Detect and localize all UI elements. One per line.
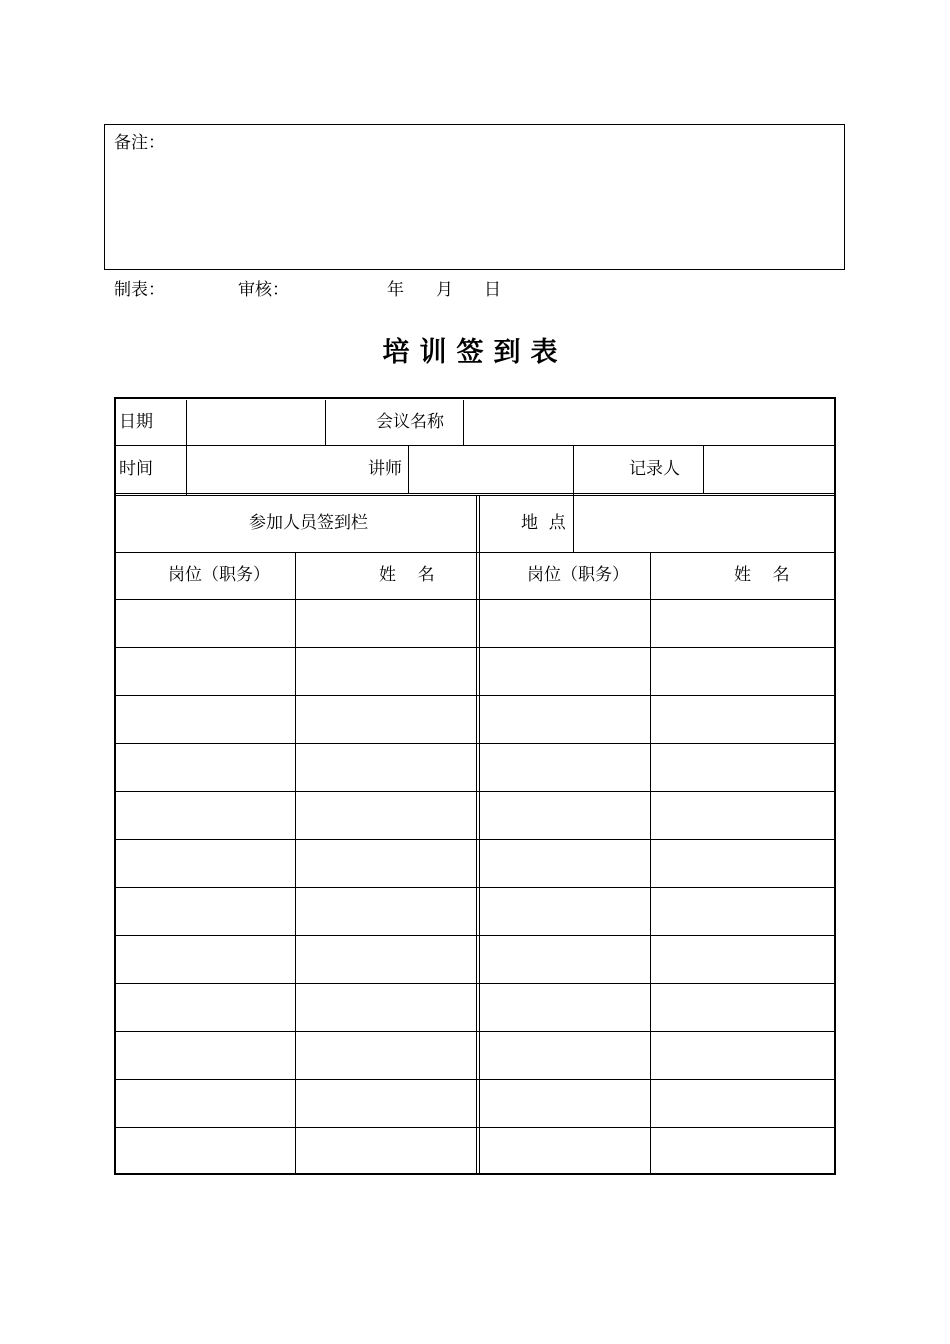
recorder-field[interactable] bbox=[704, 446, 834, 494]
signin-cell-name-left[interactable] bbox=[296, 648, 476, 695]
day-label: 日 bbox=[484, 280, 501, 300]
signin-cell-position-right[interactable] bbox=[480, 1128, 650, 1175]
month-label: 月 bbox=[436, 280, 453, 300]
signin-cell-position-right[interactable] bbox=[480, 696, 650, 743]
signin-cell-position-left[interactable] bbox=[116, 1128, 295, 1175]
signin-cell-name-left[interactable] bbox=[296, 696, 476, 743]
row-divider bbox=[116, 445, 834, 446]
col-divider bbox=[476, 496, 477, 1173]
col-divider bbox=[408, 446, 409, 494]
signin-cell-name-right[interactable] bbox=[651, 600, 834, 647]
signin-cell-name-right[interactable] bbox=[651, 840, 834, 887]
signin-cell-name-left[interactable] bbox=[296, 1032, 476, 1079]
signin-cell-name-left[interactable] bbox=[296, 888, 476, 935]
col-divider bbox=[325, 400, 326, 446]
row-divider bbox=[116, 495, 834, 496]
signin-cell-position-left[interactable] bbox=[116, 888, 295, 935]
signin-cell-position-left[interactable] bbox=[116, 1080, 295, 1127]
signin-cell-name-right[interactable] bbox=[651, 936, 834, 983]
location-field[interactable] bbox=[574, 496, 834, 552]
signin-cell-name-right[interactable] bbox=[651, 984, 834, 1031]
signin-cell-position-right[interactable] bbox=[480, 1032, 650, 1079]
signin-cell-name-right[interactable] bbox=[651, 744, 834, 791]
date-label: 日期 bbox=[119, 412, 153, 432]
signin-cell-position-right[interactable] bbox=[480, 792, 650, 839]
attendee-section-label: 参加人员签到栏 bbox=[249, 513, 368, 533]
signin-cell-position-right[interactable] bbox=[480, 648, 650, 695]
signin-cell-name-right[interactable] bbox=[651, 696, 834, 743]
signin-cell-position-left[interactable] bbox=[116, 936, 295, 983]
meeting-name-field[interactable] bbox=[464, 400, 834, 446]
remarks-box[interactable] bbox=[104, 124, 845, 270]
lecturer-label: 讲师 bbox=[368, 459, 402, 479]
col-divider bbox=[186, 400, 187, 495]
page-title: 培训签到表 bbox=[382, 337, 568, 368]
signin-cell-name-right[interactable] bbox=[651, 1128, 834, 1175]
signin-cell-name-left[interactable] bbox=[296, 744, 476, 791]
signin-cell-name-left[interactable] bbox=[296, 984, 476, 1031]
signin-cell-position-left[interactable] bbox=[116, 840, 295, 887]
column-header-position-left: 岗位（职务） bbox=[168, 565, 270, 585]
lecturer-field[interactable] bbox=[409, 446, 573, 494]
signin-cell-position-right[interactable] bbox=[480, 984, 650, 1031]
time-label: 时间 bbox=[119, 459, 153, 479]
signin-cell-position-left[interactable] bbox=[116, 1032, 295, 1079]
signin-cell-position-right[interactable] bbox=[480, 600, 650, 647]
signin-cell-name-right[interactable] bbox=[651, 1080, 834, 1127]
signin-cell-name-left[interactable] bbox=[296, 936, 476, 983]
row-divider bbox=[116, 493, 834, 494]
signin-cell-name-right[interactable] bbox=[651, 792, 834, 839]
date-field[interactable] bbox=[187, 400, 325, 446]
signin-cell-position-left[interactable] bbox=[116, 648, 295, 695]
meeting-name-label: 会议名称 bbox=[376, 412, 444, 432]
signin-cell-position-right[interactable] bbox=[480, 1080, 650, 1127]
signin-cell-name-right[interactable] bbox=[651, 1032, 834, 1079]
signin-cell-position-left[interactable] bbox=[116, 984, 295, 1031]
signin-cell-position-left[interactable] bbox=[116, 744, 295, 791]
column-header-position-right: 岗位（职务） bbox=[527, 565, 629, 585]
signin-cell-name-left[interactable] bbox=[296, 792, 476, 839]
location-label: 地 点 bbox=[521, 513, 566, 533]
signin-cell-name-right[interactable] bbox=[651, 888, 834, 935]
reviewed-by-label: 审核： bbox=[238, 280, 289, 300]
time-field[interactable] bbox=[187, 446, 325, 494]
signin-cell-name-left[interactable] bbox=[296, 600, 476, 647]
year-label: 年 bbox=[387, 280, 404, 300]
signin-cell-position-left[interactable] bbox=[116, 600, 295, 647]
column-header-name-right: 姓 名 bbox=[734, 565, 790, 585]
signin-cell-position-right[interactable] bbox=[480, 888, 650, 935]
signin-cell-name-right[interactable] bbox=[651, 648, 834, 695]
signin-cell-name-left[interactable] bbox=[296, 1080, 476, 1127]
column-header-name-left: 姓 名 bbox=[379, 565, 435, 585]
signin-cell-position-left[interactable] bbox=[116, 792, 295, 839]
made-by-label: 制表： bbox=[114, 280, 165, 300]
remarks-label: 备注： bbox=[114, 133, 165, 153]
col-divider bbox=[703, 446, 704, 494]
signin-cell-position-right[interactable] bbox=[480, 744, 650, 791]
signin-cell-name-left[interactable] bbox=[296, 840, 476, 887]
signin-cell-position-right[interactable] bbox=[480, 936, 650, 983]
row-divider bbox=[116, 552, 834, 553]
signin-cell-name-left[interactable] bbox=[296, 1128, 476, 1175]
col-divider bbox=[573, 446, 574, 552]
signin-cell-position-right[interactable] bbox=[480, 840, 650, 887]
col-divider bbox=[463, 400, 464, 446]
signin-cell-position-left[interactable] bbox=[116, 696, 295, 743]
recorder-label: 记录人 bbox=[629, 459, 680, 479]
